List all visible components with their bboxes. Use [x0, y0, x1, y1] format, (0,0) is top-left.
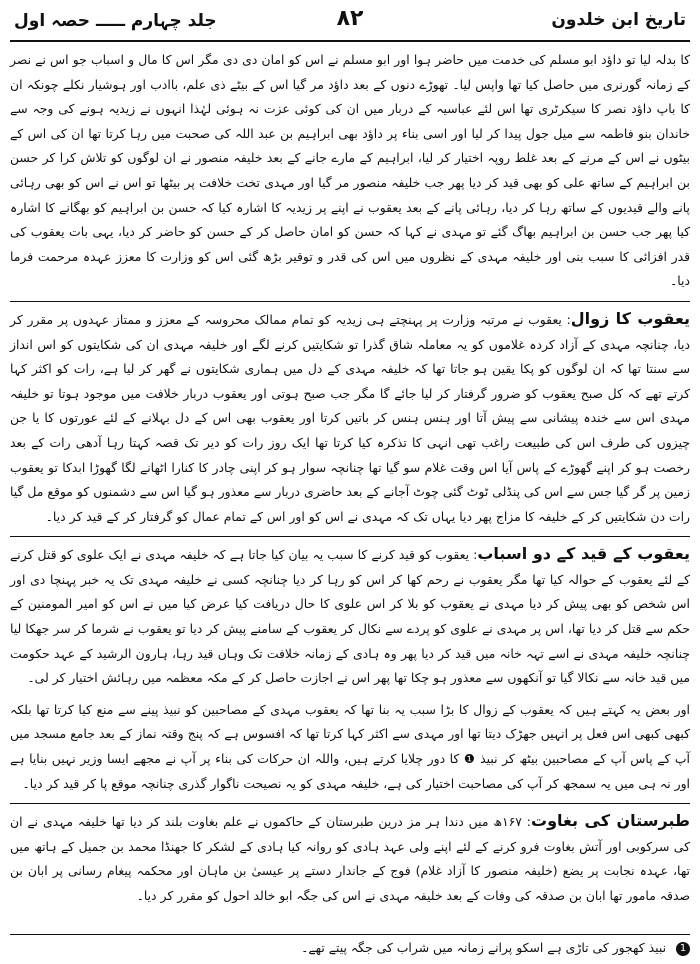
paragraph-imprisonment-causes: یعقوب کے قید کے دو اسباب: یعقوب کو قید کرنے کا سبب یہ بیان کیا جاتا ہے کہ خلیفہ مہدی نے ایک علوی کو قتل کرنے کے لئے یعقوب کے حوالہ کیا تھا مگر یعقوب نے رحم کھا کر اس کو رہا کر دیا چنانچہ کسی نے خلیفہ مہدی تک یہ خبر پہنچا دی اور اس شخص کو بھی پیش کر دیا مہدی نے یعقوب کو بلا کر اس علوی کا حال دریافت کیا عرض کیا میں نے اس کو امیر المومنین کے حکم سے قتل کر دیا تھا، اس پر مہدی نے علوی کو پردے سے نکال کر یعقوب کے سامنے پیش کر دیا تو یعقوب نے شرما کر سر جھکا لیا چنانچہ خلیفہ مہدی نے اسے تہہ خانہ میں قید کر دیا پھر وہ ہادی کے زمانہ خلافت تک وہاں قید رہا، ہارون الرشید کے عہد حکومت میں قید خانہ سے نکالا گیا تو آنکھوں سے معذور ہو چکا تھا پھر اس نے اجازت حاصل کر کے مکہ معظمہ میں رہائش اختیار کر لی۔ [10, 544, 690, 686]
footnote-divider [10, 934, 690, 935]
section-title: طبرستان کی بغاوت [530, 811, 690, 831]
page-number: ۸۲ [336, 6, 364, 31]
paragraph-text: ۱۶۷ھ میں دندا ہر مز درین طبرستان کے حاکموں نے علم بغاوت بلند کر دیا تھا خلیفہ مہدی نے ان کی سرکوبی اور آتش بغاوت فرو کرنے کے لئے اپنے ولی عہد ہادی کو روانہ کیا ہادی کے لشکر کا جھنڈا محمد بن جمیل کے ہاتھ میں تھا، عہدہ نجابت پر یضع (خلیفہ منصور کا آزاد غلام) فوج کے جاندار دستے پر عیسیٰ بن ماہان اور محکمہ پیغام رسانی پر ابان بن صدقہ مامور تھا ابان بن صدقہ کی وفات کے بعد خلیفہ مہدی نے اس کی جگہ ابو خالد احول کو مقرر کر دیا۔ [10, 814, 690, 903]
book-page [10, 6, 690, 958]
paragraph-nabidh-reason [10, 698, 690, 796]
book-title: تاریخ ابن خلدون [551, 10, 686, 30]
volume-label: جلد چہارم ـــــ حصہ اول [14, 11, 217, 31]
footnote [10, 938, 690, 958]
section-divider [10, 301, 690, 302]
section-title: یعقوب کے قید کے دو اسباب [477, 544, 690, 564]
section-title: یعقوب کا زوال [570, 308, 690, 328]
paragraph-text: یعقوب نے مرتبہ وزارت پر پہنچتے ہی زیدیہ کو تمام ممالک محروسہ کے معزز و ممتاز عہدوں پر مقرر کر دیا، چنانچہ مہدی کے آزاد کردہ غلاموں کو یہ معاملہ شاق گذرا تو شکایتیں کرنے لگے اور خلیفہ مہدی ان کی شکایتوں کو اس انداز سے سنتا تھا کہ ان لوگوں کو پکا یقین ہو جاتا تھا کہ خلیفہ مہدی کے دل میں ہماری شکایتوں نے گھر کر لیا ہے، رات کو اکثر کہا کرتے تھے کہ کل صبح یعقوب کو ضرور گرفتار کر لیا جائے گا مگر جب صبح ہوتی اور یعقوب دربار خلافت میں موجود ہوتا تو خلیفہ مہدی اس سے خندہ پیشانی سے پیش آتا اور ہنس ہنس کر باتیں کرتا اور یعقوب بھی اس کے دل بہلانے کے لئے عورتوں کا یا جن چیزوں کی طرف اس کی طبیعت راغب تھی انہی کا تذکرہ کیا کرتا تھا ایک روز رات کو دیر تک قصہ کہتا رہا آدھی رات کے بعد رخصت ہو کر اپنے گھوڑے کے پاس آیا اس وقت غلام سو گیا تھا چنانچہ سوار ہو کر اپنی چادر کا کنارا اٹھانے لگا گھوڑا ابدکا تو یعقوب زمین پر گر گیا جس سے اس کی پنڈلی ٹوٹ گئی چوٹ آجانے کے بعد حاضری دربار سے معذور ہو گیا اس سے دشمنوں کو موقع مل گیا رات دن شکایتیں کر کے خلیفہ کا مزاج پھر دیا یہاں تک کہ مہدی نے اس کو اور اس کے تمام عمال کو گرفتار کر کے قید کر دیا۔ [10, 311, 690, 524]
footnote-area [10, 934, 690, 958]
paragraph-yaqub-decline: یعقوب کا زوال: یعقوب نے مرتبہ وزارت پر پہنچتے ہی زیدیہ کو تمام ممالک محروسہ کے معزز و ممتاز عہدوں پر مقرر کر دیا، چنانچہ مہدی کے آزاد کردہ غلاموں کو یہ معاملہ شاق گذرا تو شکایتیں کرنے لگے اور خلیفہ مہدی ان کی شکایتوں کو اس انداز سے سنتا تھا کہ ان لوگوں کو پکا یقین ہو جاتا تھا کہ خلیفہ مہدی کے دل میں ہماری شکایتوں نے گھر کر لیا ہے، رات کو اکثر کہا کرتے تھے کہ کل صبح یعقوب کو ضرور گرفتار کر لیا جائے گا مگر جب صبح ہوتی اور یعقوب دربار خلافت میں موجود ہوتا تو خلیفہ مہدی اس سے خندہ پیشانی سے پیش آتا اور ہنس ہنس کر باتیں کرتا اور یعقوب بھی اس کے دل بہلانے کے لئے عورتوں کا یا جن چیزوں کی طرف اس کی طبیعت راغب تھی انہی کا تذکرہ کیا کرتا تھا ایک روز رات کو دیر تک قصہ کہتا رہا آدھی رات کے بعد رخصت ہو کر اپنے گھوڑے کے پاس آیا اس وقت غلام سو گیا تھا چنانچہ سوار ہو کر اپنی چادر کا کنارا اٹھانے لگا گھوڑا ابدکا تو یعقوب زمین پر گر گیا جس سے اس کی پنڈلی ٹوٹ گئی چوٹ آجانے کے بعد حاضری دربار سے معذور ہو گیا اس سے دشمنوں کو موقع مل گیا رات دن شکایتیں کر کے خلیفہ کا مزاج پھر دیا یہاں تک کہ مہدی نے اس کو اور اس کے تمام عمال کو گرفتار کر کے قید کر دیا۔ [10, 308, 690, 524]
paragraph-intro [10, 48, 690, 294]
page-body [10, 48, 690, 916]
paragraph-tabaristan-revolt: طبرستان کی بغاوت: ۱۶۷ھ میں دندا ہر مز درین طبرستان کے حاکموں نے علم بغاوت بلند کر دیا تھا خلیفہ مہدی نے ان کی سرکوبی اور آتش بغاوت فرو کرنے کے لئے اپنے ولی عہد ہادی کو روانہ کیا ہادی کے لشکر کا جھنڈا محمد بن جمیل کے ہاتھ میں تھا، عہدہ نجابت پر یضع (خلیفہ منصور کا آزاد غلام) فوج کے جاندار دستے پر عیسیٰ بن ماہان اور محکمہ پیغام رسانی پر ابان بن صدقہ مامور تھا ابان بن صدقہ کی وفات کے بعد خلیفہ مہدی نے اس کی جگہ ابو خالد احول کو مقرر کر دیا۔ [10, 811, 690, 903]
section-divider [10, 536, 690, 537]
section-divider [10, 803, 690, 804]
footnote-text: نبیذ کھجور کی تاڑی ہے اسکو پرانے زمانہ میں شراب کی جگہ پیتے تھے۔ [301, 940, 667, 955]
page-header [10, 6, 690, 42]
paragraph-text: یعقوب کو قید کرنے کا سبب یہ بیان کیا جاتا ہے کہ خلیفہ مہدی نے ایک علوی کو قتل کرنے کے لئے یعقوب کے حوالہ کیا تھا مگر یعقوب نے رحم کھا کر اس کو رہا کر دیا چنانچہ کسی نے خلیفہ مہدی تک یہ خبر پہنچا دی اور اس شخص کو بھی پیش کر دیا مہدی نے یعقوب کو بلا کر اس علوی کا حال دریافت کیا عرض کیا میں نے اس کو امیر المومنین کے حکم سے قتل کر دیا تھا، اس پر مہدی نے علوی کو پردے سے نکال کر یعقوب کے سامنے پیش کر دیا تو یعقوب نے شرما کر سر جھکا لیا چنانچہ خلیفہ مہدی نے اسے تہہ خانہ میں قید کر دیا پھر وہ ہادی کے زمانہ خلافت تک وہاں قید رہا، ہارون الرشید کے عہد حکومت میں قید خانہ سے نکالا گیا تو آنکھوں سے معذور ہو چکا تھا پھر اس نے اجازت حاصل کر کے مکہ معظمہ میں رہائش اختیار کر لی۔ [10, 547, 690, 686]
paragraph-text: کا بدلہ لیا تو داؤد ابو مسلم کی خدمت میں حاضر ہوا اور ابو مسلم نے اس کو امان دی دی مگر اس کا مال و اسباب جو اس نے نصر کے زمانہ گورنری میں حاصل کیا تھا واپس لیا۔ تھوڑے دنوں کے بعد داؤد مر گیا اس کے بیٹے ذی علم، باادب اور ہوشیار نکلے چونکہ ان کا باپ داؤد نصر کا سیکرٹری تھا اس لئے عباسیہ کے دربار میں ان کی کوئی عزت نہ ہوئی لہٰذا انہوں نے زیدیہ ہونے کی وجہ سے خاندان بنو فاطمہ سے میل جول پیدا کر لیا اور اسی بناء پر داؤد بھی ابراہیم بن عبد اللہ کی صحبت میں رہا کرتا تھا ان کی اس کے بیٹوں نے اس کے مرنے کے بعد غلط روپہ اختیار کر لیا، ابراہیم کے مارے جانے کے بعد خلیفہ منصور نے ان لوگوں کو تلاش کرا کر حسن بن ابراہیم کے ساتھ علی کو بھی قید کر دیا پھر جب خلیفہ منصور مر گیا اور مہدی تخت خلافت پر بیٹھا تو اس نے اس کو بھی رہائی پانے والے قیدیوں کے ساتھ رہا کر دیا، رہائی پانے کے بعد یعقوب نے اپنے پر زیدیہ کا اشارہ کیا کہ حسن بن ابراہیم کو بھگانے کا اشارہ کیا پھر جب حسن بن ابراہیم بھاگ گئے تو مہدی نے کہا کہ حسن کو امان حاصل کر کے حسن کو حاضر کر دیا، یہی بات یعقوب کی قدر افزائی کا سبب بنی اور خلیفہ مہدی کے نظروں میں اس کی قدر و توقیر بڑھ گئی اس کو وزارت کا معزز عہدہ مرحمت فرما دیا۔ [10, 52, 690, 289]
footnote-marker: 1 [676, 942, 690, 956]
paragraph-text: اور بعض یہ کہتے ہیں کہ یعقوب کے زوال کا بڑا سبب یہ بنا تھا کہ یعقوب مہدی کے مصاحبین کو نبیذ پینے سے منع کیا کرتا تھا بلکہ کبھی کبھی اس فعل پر انہیں جھڑک دیتا تھا اور مہدی سے اکثر کہا کرتا تھا کہ افسوس ہے کہ پنج وقتہ نماز کے بعد جامع مسجد میں آپ کے پاس آپ کے مصاحبین بیٹھ کر نبیذ ❶ کا دور چلایا کرتے ہیں، واللہ ان حرکات کی بناء پر آپ نے مجھے ایسا وزیر نہیں بنایا ہے اور نہ ہی میں یہ سمجھ کر آپ کی مصاحبت اختیار کی ہے، خلیفہ مہدی کو یہ نصیحت ناگوار گذری چنانچہ موقع پا کر قید کر دیا۔ [10, 701, 690, 791]
